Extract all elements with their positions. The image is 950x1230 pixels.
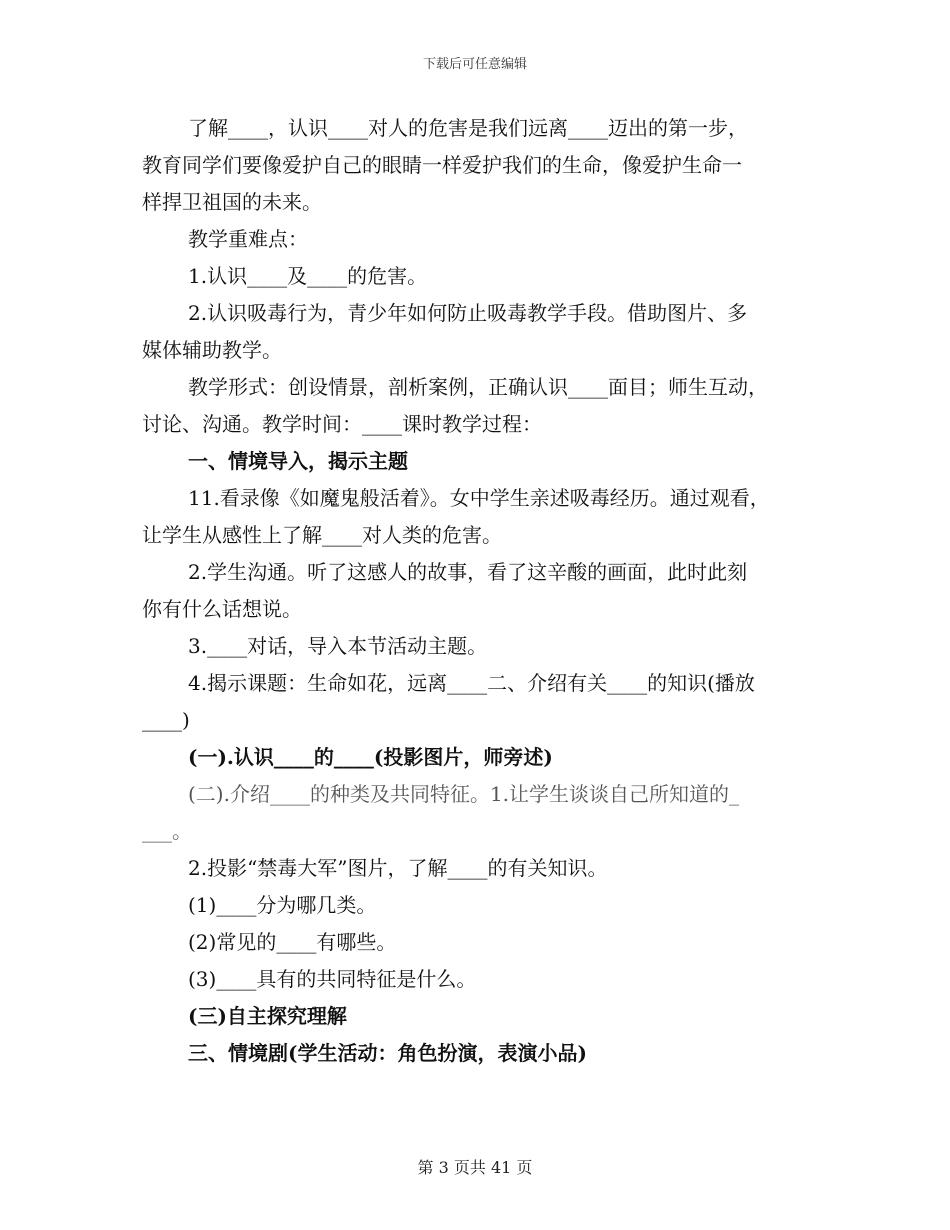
text-line: 4.揭示课题：生命如花，远离____二、介绍有关____的知识(播放 <box>188 671 755 695</box>
text-line: 11.看录像《如魔鬼般活着》。女中学生亲述吸毒经历。通过观看， <box>188 486 770 510</box>
text-line: (3)____具有的共同特征是什么。 <box>188 967 477 991</box>
page-header: 下载后可任意编辑 <box>422 57 527 72</box>
text-line: (二).介绍____的种类及共同特征。1.让学生谈谈自己所知道的_ <box>188 782 740 806</box>
text-line: 2.学生沟通。听了这感人的故事，看了这辛酸的画面，此时此刻 <box>188 560 748 584</box>
page-footer: 第 3 页共 41 页 <box>417 1158 533 1177</box>
text-line: (1)____分为哪几类。 <box>188 893 377 917</box>
text-line: 媒体辅助教学。 <box>142 338 282 362</box>
section-heading: 一、情境导入，揭示主题 <box>188 449 408 473</box>
section-heading: (一).认识____的____(投影图片，师旁述) <box>188 745 553 769</box>
section-heading: 三、情境剧(学生活动：角色扮演，表演小品) <box>188 1041 587 1065</box>
text-line: 2.认识吸毒行为，青少年如何防止吸毒教学手段。借助图片、多 <box>188 301 748 325</box>
text-line: 你有什么话想说。 <box>142 597 302 621</box>
text-line: 1.认识____及____的危害。 <box>188 264 428 288</box>
section-heading: (三)自主探究理解 <box>188 1004 347 1028</box>
document-body <box>142 110 807 1072</box>
text-line: 了解____，认识____对人的危害是我们远离____迈出的第一步， <box>188 116 748 140</box>
text-line: 教育同学们要像爱护自己的眼睛一样爱护我们的生命，像爱护生命一 <box>142 153 742 177</box>
text-line: ____) <box>142 708 190 732</box>
text-line: 教学重难点： <box>188 227 308 251</box>
text-line: 样捍卫祖国的未来。 <box>142 190 322 214</box>
text-line: 2.投影“禁毒大军”图片，了解____的有关知识。 <box>188 856 608 880</box>
text-line: 让学生从感性上了解____对人类的危害。 <box>142 523 502 547</box>
text-line: 3.____对话，导入本节活动主题。 <box>188 634 488 658</box>
text-line: ___。 <box>142 819 192 843</box>
text-line: (2)常见的____有哪些。 <box>188 930 397 954</box>
text-line: 讨论、沟通。教学时间：____课时教学过程： <box>142 412 542 436</box>
text-line: 教学形式：创设情景，剖析案例，正确认识____面目；师生互动， <box>188 375 768 399</box>
